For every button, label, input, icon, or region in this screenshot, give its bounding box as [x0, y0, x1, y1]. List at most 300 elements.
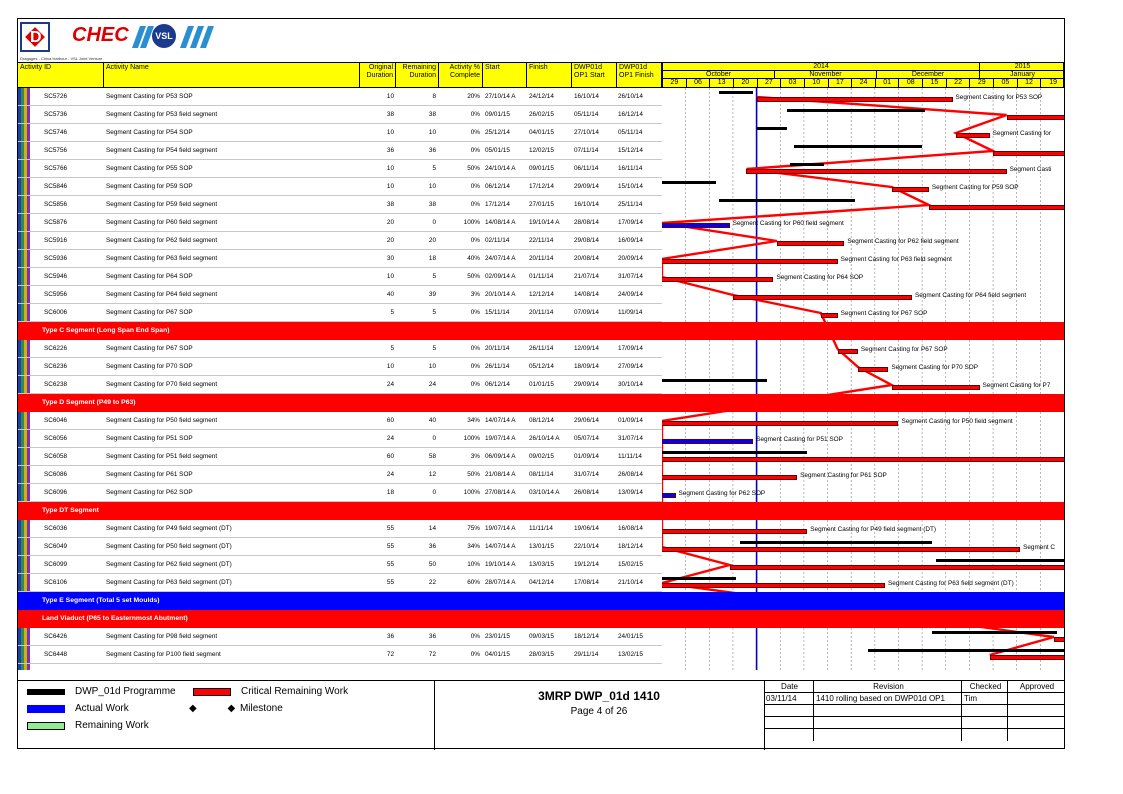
- cell-start: 17/12/14: [485, 201, 510, 208]
- cell-id: SC6236: [44, 363, 68, 370]
- bar-label: Segment Casting for P7: [982, 382, 1051, 389]
- col-op1-finish[interactable]: DWP01d OP1 Finish: [619, 64, 654, 79]
- cell-pct: 0%: [470, 201, 480, 208]
- year-2015: 2015: [1014, 63, 1031, 70]
- cell-id: SC5766: [44, 165, 68, 172]
- wbs-band[interactable]: [18, 610, 662, 628]
- cell-pct: 10%: [467, 561, 480, 568]
- cell-od: 10: [386, 273, 394, 280]
- timescale-weeks: [663, 79, 1063, 88]
- cell-op-finish: 16/09/14: [618, 237, 643, 244]
- critical-remaining-bar[interactable]: [990, 655, 1064, 660]
- cell-op-finish: 20/09/14: [618, 255, 643, 262]
- activity-row[interactable]: [18, 430, 662, 448]
- cell-name: Segment Casting for P62 field segment: [106, 237, 218, 244]
- col-op1-start[interactable]: DWP01d OP1 Start: [572, 63, 617, 87]
- revision-cell: [1008, 705, 1065, 717]
- cell-id: SC6056: [44, 435, 68, 442]
- cell-pct: 0%: [470, 381, 480, 388]
- cell-rd: 40: [428, 417, 436, 424]
- cell-start: 25/12/14: [485, 129, 510, 136]
- cell-id: SC5936: [44, 255, 68, 262]
- actual-work-bar[interactable]: [662, 493, 676, 498]
- cell-pct: 34%: [467, 417, 480, 424]
- bar-label: Segment Casting for P51 SOP: [756, 436, 843, 443]
- activity-row[interactable]: [18, 358, 662, 376]
- cell-op-finish: 17/09/14: [618, 219, 643, 226]
- cell-pct: 0%: [470, 237, 480, 244]
- cell-op-start: 05/11/14: [574, 111, 599, 118]
- activity-row[interactable]: [18, 160, 662, 178]
- cell-od: 10: [386, 183, 394, 190]
- cell-rd: 5: [432, 273, 436, 280]
- revision-cell: [962, 705, 1008, 717]
- cell-start: 24/10/14 A: [485, 165, 516, 172]
- cell-op-finish: 05/11/14: [618, 129, 643, 136]
- revision-cell: 1410 rolling based on DWP01d OP1: [814, 693, 962, 705]
- cell-op-finish: 24/09/14: [618, 291, 643, 298]
- programme-bar[interactable]: [932, 631, 1057, 634]
- cell-pct: 34%: [467, 543, 480, 550]
- activity-row[interactable]: [18, 376, 662, 394]
- cell-start: 09/01/15: [485, 111, 510, 118]
- cell-op-start: 05/07/14: [574, 435, 599, 442]
- cell-id: SC6238: [44, 381, 68, 388]
- cell-op-start: 16/10/14: [574, 201, 599, 208]
- wbs-band-title: Type D Segment (P49 to P63): [42, 399, 136, 406]
- cell-name: Segment Casting for P67 SOP: [106, 345, 193, 352]
- cell-op-start: 17/08/14: [574, 579, 599, 586]
- critical-remaining-bar[interactable]: [838, 349, 858, 354]
- cell-rd: 0: [432, 435, 436, 442]
- bar-label: Segment Casting for P67 SOP: [840, 310, 928, 317]
- cell-name: Segment Casting for P98 field segment: [106, 633, 218, 640]
- programme-bar[interactable]: [757, 127, 787, 130]
- week-label: 03: [781, 79, 805, 88]
- cell-start: 19/07/14 A: [485, 435, 516, 442]
- cell-rd: 36: [428, 633, 436, 640]
- cell-od: 10: [386, 165, 394, 172]
- legend-critical-swatch: [193, 688, 231, 696]
- activity-row[interactable]: [18, 304, 662, 322]
- week-label: 17: [829, 79, 853, 88]
- activity-row[interactable]: [18, 88, 662, 106]
- revision-row: [764, 717, 1065, 729]
- cell-start: 20/11/14: [485, 345, 510, 352]
- col-percent-complete[interactable]: Activity % Complete: [439, 63, 483, 87]
- cell-start: 27/08/14 A: [485, 489, 516, 496]
- activity-row[interactable]: [18, 574, 662, 592]
- cell-op-start: 26/08/14: [574, 489, 599, 496]
- cell-finish: 20/11/14: [529, 255, 554, 262]
- cell-rd: 72: [428, 651, 436, 658]
- week-label: 19: [1049, 79, 1058, 86]
- wbs-band-timeline: [662, 394, 1064, 412]
- bar-label: Segment Casting for P53 SOP: [955, 94, 1043, 101]
- cell-finish: 09/03/15: [529, 633, 554, 640]
- legend-actual-label: Actual Work: [75, 703, 129, 714]
- cell-id: SC6046: [44, 417, 68, 424]
- cell-op-finish: 31/07/14: [618, 273, 643, 280]
- cell-name: Segment Casting for P62 SOP: [106, 489, 193, 496]
- cell-id: SC5756: [44, 147, 68, 154]
- critical-remaining-bar[interactable]: [858, 367, 888, 372]
- critical-remaining-bar[interactable]: [757, 97, 953, 102]
- bar-label: Segment Casting for P50 field segment: [901, 418, 1013, 425]
- cell-rd: 5: [432, 165, 436, 172]
- cell-name: Segment Casting for P64 field segment: [106, 291, 218, 298]
- activity-row[interactable]: [18, 268, 662, 286]
- cell-op-finish: 15/02/15: [618, 561, 643, 568]
- week-label: 06: [687, 79, 711, 88]
- dragages-logo: D: [20, 22, 50, 52]
- activity-row[interactable]: [18, 556, 662, 574]
- week-label: 08: [899, 79, 923, 88]
- cell-op-start: 29/09/14: [574, 183, 599, 190]
- cell-name: Segment Casting for P59 SOP: [106, 183, 193, 190]
- programme-bar[interactable]: [787, 109, 926, 112]
- cell-rd: 36: [428, 147, 436, 154]
- activity-row[interactable]: [18, 412, 662, 430]
- cell-finish: 05/12/14: [529, 363, 554, 370]
- activity-row[interactable]: [18, 214, 662, 232]
- cell-rd: 10: [428, 129, 436, 136]
- cell-name: Segment Casting for P64 SOP: [106, 273, 193, 280]
- revision-cell: [962, 729, 1008, 741]
- cell-op-finish: 13/09/14: [618, 489, 643, 496]
- programme-bar[interactable]: [662, 451, 807, 454]
- cell-finish: 19/10/14 A: [529, 219, 560, 226]
- cell-finish: 03/10/14 A: [529, 489, 560, 496]
- activity-row[interactable]: [18, 646, 662, 664]
- cell-start: 05/01/15: [485, 147, 510, 154]
- cell-start: 14/08/14 A: [485, 219, 516, 226]
- revision-row: [764, 705, 1065, 717]
- cell-start: 14/07/14 A: [485, 543, 516, 550]
- cell-id: SC5726: [44, 93, 68, 100]
- month-january: January: [1010, 71, 1035, 78]
- cell-op-start: 29/06/14: [574, 417, 599, 424]
- bar-label: Segment Casting for P70 SOP: [891, 364, 979, 371]
- critical-remaining-bar[interactable]: [662, 277, 773, 282]
- revision-row: [764, 693, 1065, 705]
- week-label: 10: [805, 79, 829, 88]
- programme-bar[interactable]: [936, 559, 1064, 562]
- week-label: 15: [923, 79, 947, 88]
- cell-pct: 0%: [470, 651, 480, 658]
- activity-row[interactable]: [18, 106, 662, 124]
- cell-op-finish: 15/12/14: [618, 147, 643, 154]
- wbs-band-timeline: [662, 322, 1064, 340]
- page-number: Page 4 of 26: [570, 706, 628, 717]
- col-remaining-duration[interactable]: Remaining Duration: [396, 63, 439, 87]
- cell-name: Segment Casting for P67 SOP: [106, 309, 193, 316]
- table-header: [17, 62, 662, 88]
- cell-op-finish: 25/11/14: [618, 201, 643, 208]
- cell-op-start: 19/12/14: [574, 561, 599, 568]
- cell-finish: 26/10/14 A: [529, 435, 560, 442]
- week-label: 22: [947, 79, 971, 88]
- critical-remaining-bar[interactable]: [777, 241, 845, 246]
- programme-bar[interactable]: [662, 577, 736, 580]
- footer: [17, 680, 1065, 750]
- cell-od: 72: [386, 651, 394, 658]
- activity-row[interactable]: [18, 448, 662, 466]
- critical-remaining-bar[interactable]: [662, 457, 1064, 462]
- cell-start: 19/07/14 A: [485, 525, 516, 532]
- critical-remaining-bar[interactable]: [662, 421, 898, 426]
- critical-remaining-bar[interactable]: [662, 547, 1020, 552]
- cell-id: SC6106: [44, 579, 68, 586]
- cell-id: SC5956: [44, 291, 68, 298]
- cell-id: SC5916: [44, 237, 68, 244]
- bar-label: Segment Casting for P64 field segment: [914, 292, 1027, 299]
- wbs-band[interactable]: [18, 502, 662, 520]
- activity-row[interactable]: [18, 538, 662, 556]
- cell-id: SC6006: [44, 309, 68, 316]
- cell-op-finish: 31/07/14: [618, 435, 643, 442]
- cell-id: SC6448: [44, 651, 68, 658]
- critical-remaining-bar[interactable]: [733, 295, 912, 300]
- critical-remaining-bar[interactable]: [993, 151, 1064, 156]
- vsl-logo: VSL: [134, 24, 220, 50]
- col-original-duration[interactable]: Original Duration: [360, 63, 396, 87]
- col-start[interactable]: Start: [483, 63, 527, 87]
- wbs-band-title: Type E Segment (Total 5 set Moulds): [42, 597, 160, 604]
- revision-cell: [814, 705, 962, 717]
- revision-header-cell: Approved: [1008, 681, 1065, 693]
- cell-name: Segment Casting for P63 field segment (DT): [106, 579, 232, 586]
- cell-finish: 17/12/14: [529, 183, 554, 190]
- programme-bar[interactable]: [719, 91, 753, 94]
- cell-finish: 12/12/14: [529, 291, 554, 298]
- cell-finish: 26/02/15: [529, 111, 554, 118]
- programme-bar[interactable]: [719, 199, 854, 202]
- cell-rd: 5: [432, 309, 436, 316]
- cell-name: Segment Casting for P54 SOP: [106, 129, 193, 136]
- revision-row: [764, 729, 1065, 741]
- cell-op-start: 29/11/14: [574, 651, 599, 658]
- cell-od: 30: [386, 255, 394, 262]
- critical-remaining-bar[interactable]: [892, 187, 929, 192]
- cell-start: 24/07/14 A: [485, 255, 516, 262]
- company-logos: [18, 20, 218, 64]
- cell-pct: 0%: [470, 147, 480, 154]
- cell-od: 60: [386, 453, 394, 460]
- cell-od: 18: [386, 489, 394, 496]
- cell-od: 60: [386, 417, 394, 424]
- cell-pct: 0%: [470, 129, 480, 136]
- cell-od: 38: [386, 111, 394, 118]
- bar-label: Segment Casting for P49 field segment (DT): [810, 526, 936, 533]
- cell-start: 06/09/14 A: [485, 453, 516, 460]
- cell-op-start: 14/08/14: [574, 291, 599, 298]
- revision-header-cell: Revision: [814, 681, 962, 693]
- activity-row[interactable]: [18, 178, 662, 196]
- bar-label: Segment Casti: [1009, 166, 1052, 173]
- cell-id: SC6086: [44, 471, 68, 478]
- cell-name: Segment Casting for P55 SOP: [106, 165, 193, 172]
- cell-id: SC5746: [44, 129, 68, 136]
- cell-op-finish: 27/09/14: [618, 363, 643, 370]
- cell-name: Segment Casting for P61 SOP: [106, 471, 193, 478]
- critical-remaining-bar[interactable]: [1054, 637, 1064, 642]
- cell-start: 27/10/14 A: [485, 93, 516, 100]
- cell-od: 5: [390, 345, 394, 352]
- cell-op-start: 18/12/14: [574, 633, 599, 640]
- programme-bar[interactable]: [868, 649, 1064, 652]
- week-label: 13: [710, 79, 734, 88]
- cell-finish: 13/03/15: [529, 561, 554, 568]
- cell-od: 36: [386, 147, 394, 154]
- cell-finish: 20/11/14: [529, 309, 554, 316]
- month-november: November: [775, 71, 877, 78]
- activity-row[interactable]: [18, 250, 662, 268]
- actual-work-bar[interactable]: [662, 223, 730, 228]
- cell-finish: 13/01/15: [529, 543, 554, 550]
- critical-remaining-bar[interactable]: [821, 313, 838, 318]
- cell-op-finish: 30/10/14: [618, 381, 643, 388]
- revision-cell: [764, 729, 814, 741]
- cell-op-finish: 15/10/14: [618, 183, 643, 190]
- cell-finish: 24/12/14: [529, 93, 554, 100]
- cell-pct: 50%: [467, 165, 480, 172]
- cell-finish: 27/01/15: [529, 201, 554, 208]
- legend-critical: [193, 686, 348, 698]
- cell-rd: 58: [428, 453, 436, 460]
- bar-label: Segment Casting for P62 field segment: [847, 238, 959, 245]
- legend: [17, 681, 435, 750]
- activity-row[interactable]: [18, 484, 662, 502]
- activity-row[interactable]: [18, 232, 662, 250]
- programme-bar[interactable]: [740, 541, 933, 544]
- cell-name: Segment Casting for P53 SOP: [106, 93, 193, 100]
- cell-start: 06/12/14: [485, 183, 510, 190]
- col-finish[interactable]: Finish: [527, 63, 572, 87]
- jv-caption: Dragages - China Harbour - VSL Joint Venture: [20, 56, 103, 61]
- critical-remaining-bar[interactable]: [730, 565, 1064, 570]
- critical-remaining-bar[interactable]: [662, 475, 797, 480]
- cell-op-finish: 01/09/14: [618, 417, 643, 424]
- revision-cell: [764, 705, 814, 717]
- cell-start: 02/09/14 A: [485, 273, 516, 280]
- revision-cell: [962, 717, 1008, 729]
- cell-finish: 01/01/15: [529, 381, 554, 388]
- cell-rd: 36: [428, 543, 436, 550]
- cell-od: 10: [386, 363, 394, 370]
- cell-id: SC6058: [44, 453, 68, 460]
- cell-finish: 09/01/15: [529, 165, 554, 172]
- cell-name: Segment Casting for P53 field segment: [106, 111, 218, 118]
- cell-pct: 20%: [467, 93, 480, 100]
- cell-od: 40: [386, 291, 394, 298]
- critical-remaining-bar[interactable]: [1007, 115, 1064, 120]
- activity-row[interactable]: [18, 124, 662, 142]
- activity-row[interactable]: [18, 628, 662, 646]
- cell-finish: 12/02/15: [529, 147, 554, 154]
- timescale-years: [663, 63, 1063, 71]
- cell-start: 26/11/14: [485, 363, 510, 370]
- activity-row[interactable]: [18, 340, 662, 358]
- year-2014: 2014: [663, 63, 980, 70]
- week-label: 27: [758, 79, 782, 88]
- cell-finish: 08/12/14: [529, 417, 554, 424]
- critical-remaining-bar[interactable]: [662, 259, 838, 264]
- cell-pct: 75%: [467, 525, 480, 532]
- wbs-band-title: Land Viaduct (P65 to Easternmost Abutment): [42, 615, 188, 622]
- col-activity-name[interactable]: Activity Name: [104, 63, 360, 87]
- timescale-header: [662, 62, 1064, 88]
- legend-programme: [27, 686, 176, 698]
- cell-rd: 0: [432, 489, 436, 496]
- activity-row[interactable]: [18, 520, 662, 538]
- cell-op-finish: 16/08/14: [618, 525, 643, 532]
- cell-start: 15/11/14: [485, 309, 510, 316]
- activity-row[interactable]: [18, 466, 662, 484]
- programme-bar[interactable]: [790, 163, 824, 166]
- actual-work-bar[interactable]: [662, 439, 753, 444]
- critical-remaining-bar[interactable]: [929, 205, 1064, 210]
- programme-bar[interactable]: [662, 379, 767, 382]
- week-label: 29: [970, 79, 994, 88]
- programme-bar[interactable]: [794, 145, 922, 148]
- activity-row[interactable]: [18, 196, 662, 214]
- activity-row[interactable]: [18, 286, 662, 304]
- week-label: 29: [663, 79, 687, 88]
- critical-remaining-bar[interactable]: [956, 133, 990, 138]
- cell-rd: 0: [432, 219, 436, 226]
- cell-rd: 22: [428, 579, 436, 586]
- cell-pct: 100%: [463, 219, 480, 226]
- cell-op-finish: 13/02/15: [618, 651, 643, 658]
- cell-start: 14/07/14 A: [485, 417, 516, 424]
- critical-remaining-bar[interactable]: [892, 385, 980, 390]
- cell-id: SC5856: [44, 201, 68, 208]
- wbs-band[interactable]: [18, 592, 662, 610]
- cell-op-start: 06/11/14: [574, 165, 599, 172]
- critical-remaining-bar[interactable]: [662, 583, 885, 588]
- critical-remaining-bar[interactable]: [662, 529, 807, 534]
- cell-od: 24: [386, 435, 394, 442]
- cell-rd: 10: [428, 363, 436, 370]
- cell-od: 24: [386, 381, 394, 388]
- cell-finish: 28/03/15: [529, 651, 554, 658]
- cell-start: 06/12/14: [485, 381, 510, 388]
- wbs-band-timeline: [662, 502, 1064, 520]
- progress-line: [662, 97, 1054, 655]
- col-activity-id[interactable]: Activity ID: [18, 63, 104, 87]
- cell-pct: 50%: [467, 471, 480, 478]
- cell-od: 10: [386, 129, 394, 136]
- revision-header-row: [764, 681, 1065, 693]
- programme-bar[interactable]: [662, 181, 716, 184]
- bar-label: Segment Casting for P60 field segment: [732, 220, 844, 227]
- activity-row[interactable]: [18, 142, 662, 160]
- wbs-band[interactable]: [18, 322, 662, 340]
- title-block: [434, 681, 765, 750]
- critical-remaining-bar[interactable]: [746, 169, 1006, 174]
- schedule-title: 3MRP DWP_01d 1410: [538, 689, 660, 703]
- cell-start: 23/01/15: [485, 633, 510, 640]
- cell-name: Segment Casting for P59 field segment: [106, 201, 218, 208]
- legend-programme-swatch: [27, 689, 65, 695]
- wbs-band[interactable]: [18, 394, 662, 412]
- week-label: 01: [876, 79, 900, 88]
- legend-actual: [27, 703, 129, 715]
- legend-actual-swatch: [27, 705, 65, 713]
- legend-programme-label: DWP_01d Programme: [75, 686, 176, 697]
- cell-od: 20: [386, 237, 394, 244]
